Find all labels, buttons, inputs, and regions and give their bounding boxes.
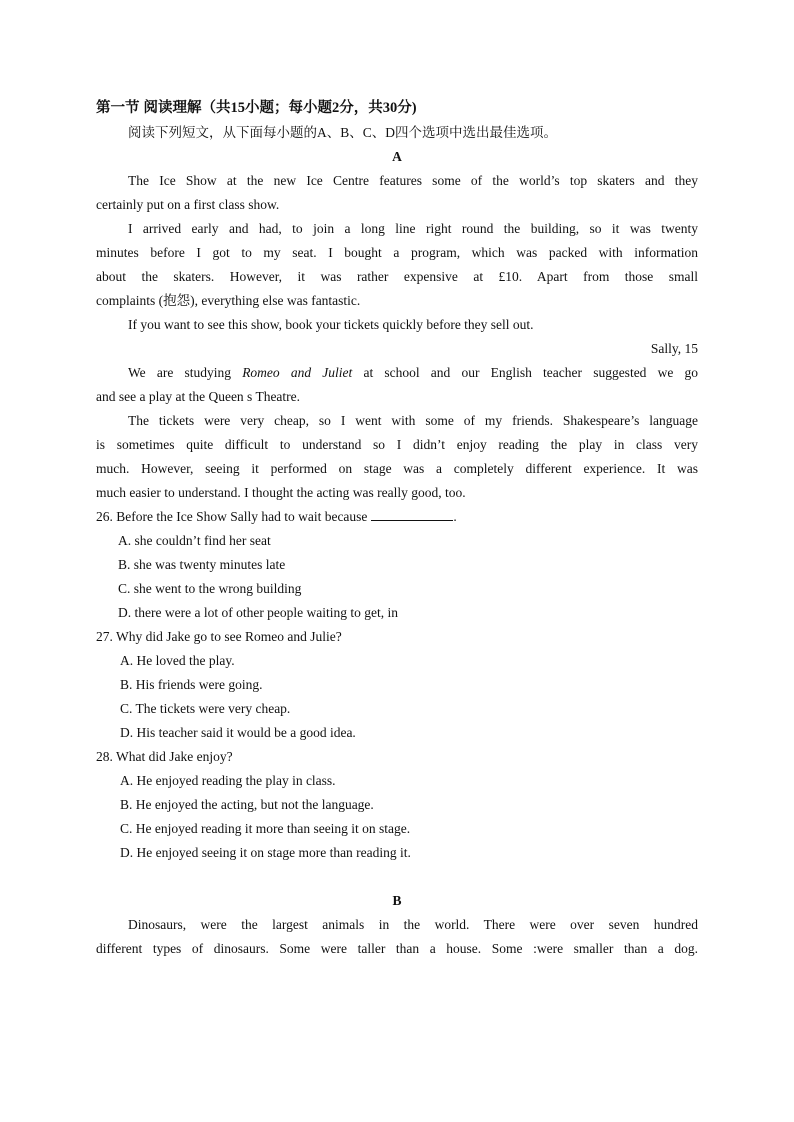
question-27-stem: 27. Why did Jake go to see Romeo and Julie?	[96, 629, 342, 644]
answer-blank	[371, 507, 453, 521]
question-27-option-a: A. He loved the play.	[120, 653, 235, 668]
passage-a-p1-line2: certainly put on a first class show.	[96, 197, 280, 212]
passage-a-p2-line2: minutes before I got to my seat. I bought a program, which was packed with information	[96, 245, 698, 260]
passage-a-p4-line2: and see a play at the Queen s Theatre.	[96, 389, 301, 404]
passage-a-p5-line4: much easier to understand. I thought the acting was really good, too.	[96, 485, 466, 500]
passage-a-signature: Sally, 15	[650, 341, 698, 356]
question-28-option-c: C. He enjoyed reading it more than seeing it on stage.	[120, 821, 411, 836]
section-title: 第一节	[96, 100, 140, 116]
question-27-option-c: C. The tickets were very cheap.	[120, 701, 291, 716]
section-instruction: 阅读下列短文，从下面每小题的A、B、C、D四个选项中选出最佳选项。	[128, 125, 558, 140]
section-heading	[96, 98, 698, 118]
question-26-option-c: C. she went to the wrong building	[118, 581, 302, 596]
p4-pre: We are studying	[128, 365, 231, 380]
play-title: Romeo and Juliet	[242, 365, 353, 380]
question-26-option-b: B. she was twenty minutes late	[118, 557, 286, 572]
question-28-option-a: A. He enjoyed reading the play in class.	[120, 773, 336, 788]
passage-a-p1-line1: The Ice Show at the new Ice Centre features some of the world’s top skaters and they	[128, 173, 698, 188]
passage-a-p2-line4: complaints (抱怨), everything else was fantastic.	[96, 293, 361, 308]
question-28-option-d: D. He enjoyed seeing it on stage more than reading it.	[120, 845, 411, 860]
passage-b-label: B	[392, 893, 402, 908]
question-26-option-a: A. she couldn’t find her seat	[118, 533, 271, 548]
passage-a-p5-line1: The tickets were very cheap, so I went with some of my friends. Shakespeare’s language	[128, 413, 698, 428]
section-subtitle: 阅读理解（共15小题；每小题2分，共30分)	[143, 100, 417, 116]
question-26-option-d: D. there were a lot of other people waiting to get, in	[118, 605, 399, 620]
passage-a-p2-line1: I arrived early and had, to join a long line right round the building, so it was twenty	[128, 221, 698, 236]
question-26-text: 26. Before the Ice Show Sally had to wait because	[96, 509, 368, 524]
passage-a-p3-line1: If you want to see this show, book your tickets quickly before they sell out.	[128, 317, 534, 332]
passage-a-label: A	[392, 149, 402, 164]
question-27-option-d: D. His teacher said it would be a good idea.	[120, 725, 356, 740]
passage-b-p1-line2: different types of dinosaurs. Some were taller than a house. Some :were smaller than a dog.	[96, 941, 698, 956]
question-28-option-b: B. He enjoyed the acting, but not the language.	[120, 797, 374, 812]
passage-a-p2-line3: about the skaters. However, it was rather expensive at £10. Apart from those small	[96, 269, 698, 284]
passage-a-p4-line1	[128, 363, 698, 383]
passage-a-p5-line2: is sometimes quite difficult to understand so I didn’t enjoy reading the play in class very	[96, 437, 698, 452]
question-28-stem: 28. What did Jake enjoy?	[96, 749, 233, 764]
question-26-stem-end: .	[453, 509, 457, 524]
question-27-option-b: B. His friends were going.	[120, 677, 263, 692]
question-26-stem	[96, 507, 698, 527]
passage-b-p1-line1: Dinosaurs, were the largest animals in the world. There were over seven hundred	[128, 917, 698, 932]
p4-post: at school and our English teacher suggested we go	[363, 365, 699, 380]
passage-a-p5-line3: much. However, seeing it performed on stage was a completely different experience. It was	[96, 461, 698, 476]
